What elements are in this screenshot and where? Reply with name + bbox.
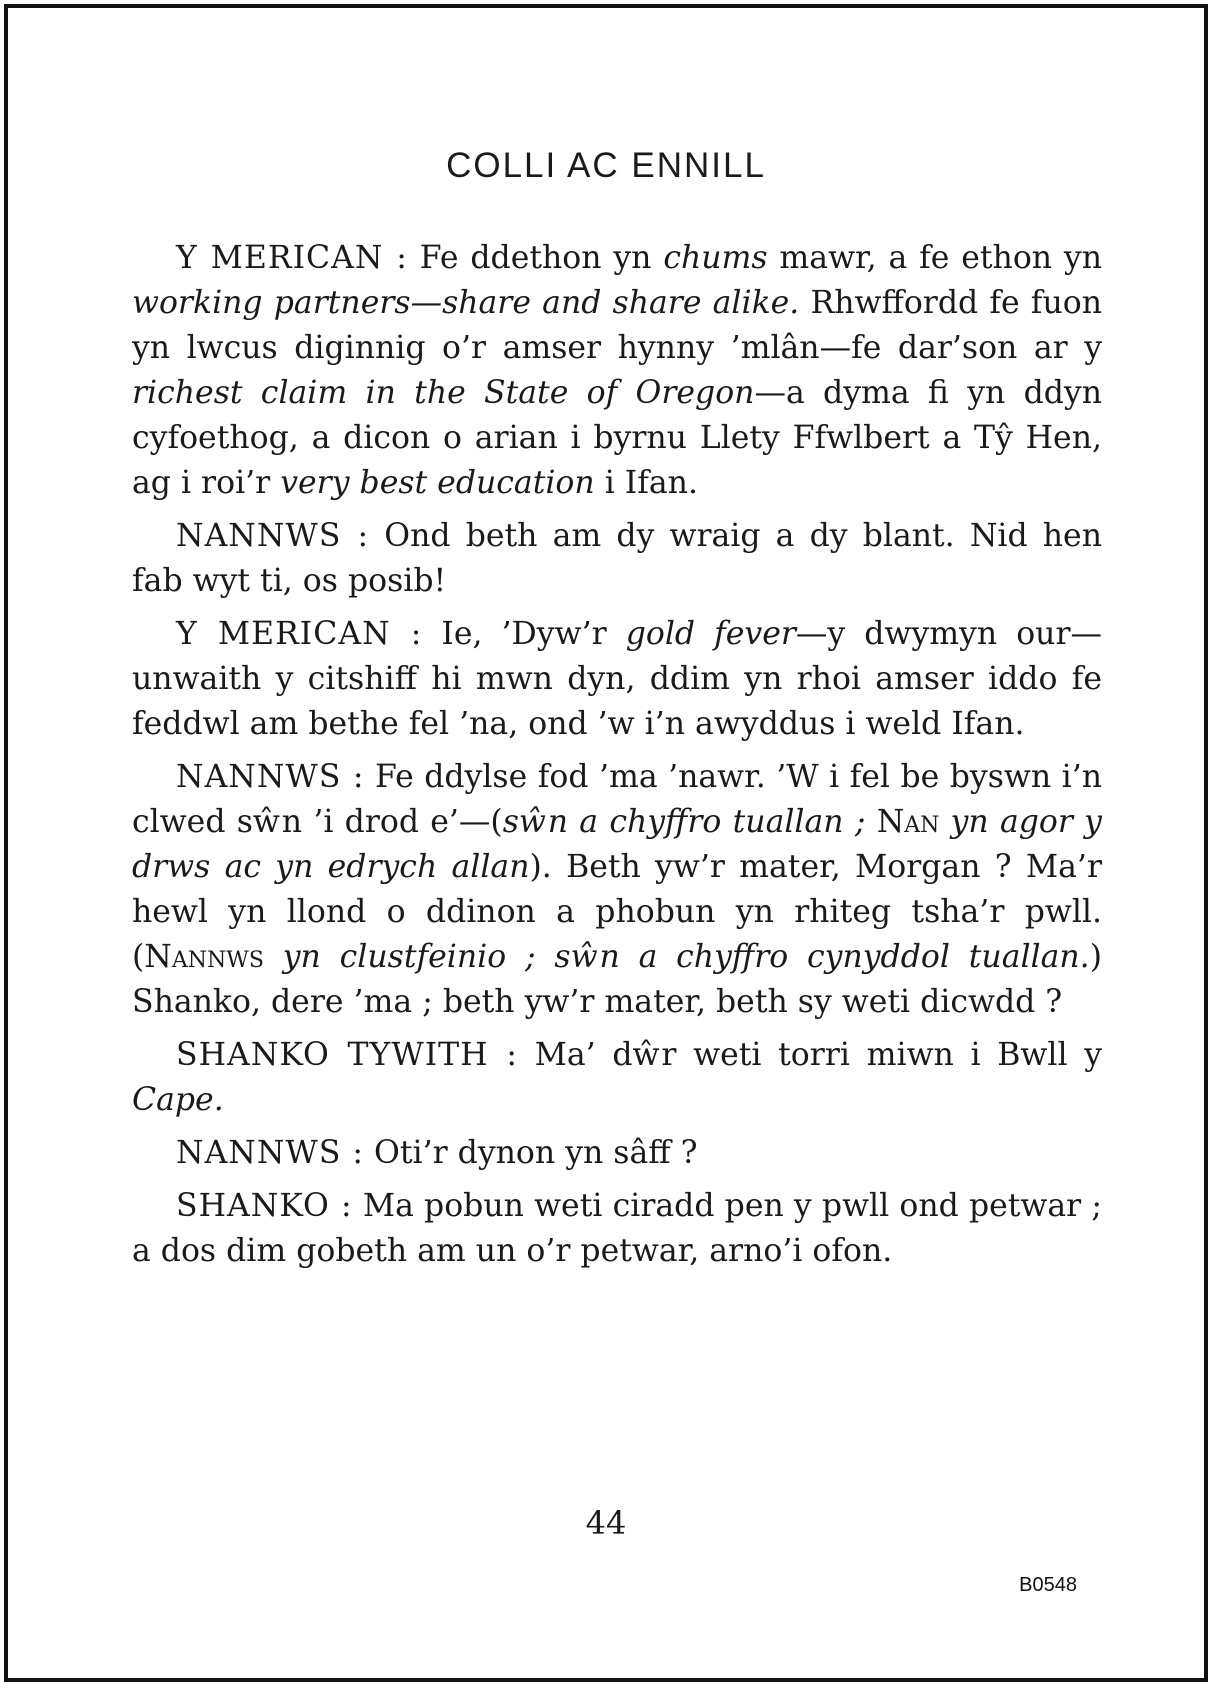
speech-run: ) Shanko, dere ’ma ; beth yw’r mater, beth sy weti dicwdd ? bbox=[132, 939, 1102, 1020]
speaker-name: NANNWS : bbox=[176, 518, 370, 554]
speech-run: Fe ddylse fod ’ma ’nawr. ’W i fel be byswn i’n clwed sŵn ’i drod e’—( bbox=[132, 759, 1102, 840]
speech-run: —y dwymyn our—unwaith y citshiff hi mwn dyn, ddim yn rhoi amser iddo fe feddwl am bethe fel ’na, ond ’w i’n awyddus i weld Ifan. bbox=[132, 616, 1103, 742]
stage-direction-run: sŵn a chyffro tuallan ; bbox=[502, 804, 877, 840]
speech-run: Fe ddethon yn bbox=[407, 240, 664, 276]
speech-run: —a dyma fi yn ddyn cyfoethog, a dicon o arian i byrnu Llety Ffwlbert a Tŷ Hen, ag i roi’r bbox=[132, 375, 1102, 501]
stage-direction-run: yn agor y drws ac yn edrych allan bbox=[132, 804, 1102, 885]
stage-direction-run: very best education bbox=[280, 465, 595, 501]
catalog-code: B0548 bbox=[1019, 1574, 1077, 1596]
dialogue-paragraph bbox=[132, 236, 1102, 506]
stage-direction-run: Cape. bbox=[132, 1082, 224, 1118]
dialogue-paragraph bbox=[132, 1033, 1102, 1123]
speaker-name: SHANKO : bbox=[176, 1188, 353, 1224]
speech-run: Oti’r dynon yn sâff ? bbox=[364, 1135, 698, 1171]
dialogue-paragraph bbox=[132, 514, 1102, 604]
speaker-name: NANNWS : bbox=[176, 1135, 365, 1171]
dialogue-text bbox=[132, 236, 1102, 1282]
speech-run: Ie, ’Dyw’r bbox=[422, 616, 626, 652]
page-border bbox=[4, 4, 1208, 1682]
character-name-run: Nan bbox=[876, 804, 940, 840]
character-name-run: Nannws bbox=[144, 939, 264, 975]
speech-run: Ma pobun weti ciradd pen y pwll ond petwar ; a dos dim gobeth am un o’r petwar, arno’i ofon. bbox=[132, 1188, 1103, 1269]
stage-direction-run: gold fever bbox=[625, 616, 796, 652]
speech-run: i Ifan. bbox=[594, 465, 698, 501]
stage-direction-run: chums bbox=[663, 240, 768, 276]
dialogue-paragraph bbox=[132, 1131, 1102, 1176]
page-title: COLLI AC ENNILL bbox=[446, 146, 766, 185]
stage-direction-run: richest claim in the State of Oregon bbox=[132, 375, 755, 411]
dialogue-paragraph bbox=[132, 1184, 1102, 1274]
speech-run: mawr, a fe ethon yn bbox=[767, 240, 1103, 276]
speech-run: Rhwffordd fe fuon yn lwcus diginnig o’r amser hynny ’mlân—fe dar’son ar y bbox=[132, 285, 1102, 366]
speaker-name: NANNWS : bbox=[176, 759, 365, 795]
speaker-name: SHANKO TYWITH : bbox=[176, 1037, 518, 1073]
dialogue-paragraph bbox=[132, 755, 1102, 1025]
speech-run: ). Beth yw’r mater, Morgan ? Ma’r hewl yn llond o ddinon a phobun yn rhiteg tsha’r pwll. ( bbox=[132, 849, 1102, 975]
stage-direction-run: yn clustfeinio ; sŵn a chyffro cynyddol tuallan. bbox=[263, 939, 1090, 975]
speech-run: Ond beth am dy wraig a dy blant. Nid hen fab wyt ti, os posib! bbox=[132, 518, 1102, 599]
speaker-name: Y MERICAN : bbox=[176, 616, 423, 652]
page-number: 44 bbox=[585, 1504, 627, 1542]
speaker-name: Y MERICAN : bbox=[176, 240, 408, 276]
speech-run: Ma’ dŵr weti torri miwn i Bwll y bbox=[517, 1037, 1102, 1073]
dialogue-paragraph bbox=[132, 612, 1102, 747]
stage-direction-run: working partners—share and share alike. bbox=[132, 285, 800, 321]
